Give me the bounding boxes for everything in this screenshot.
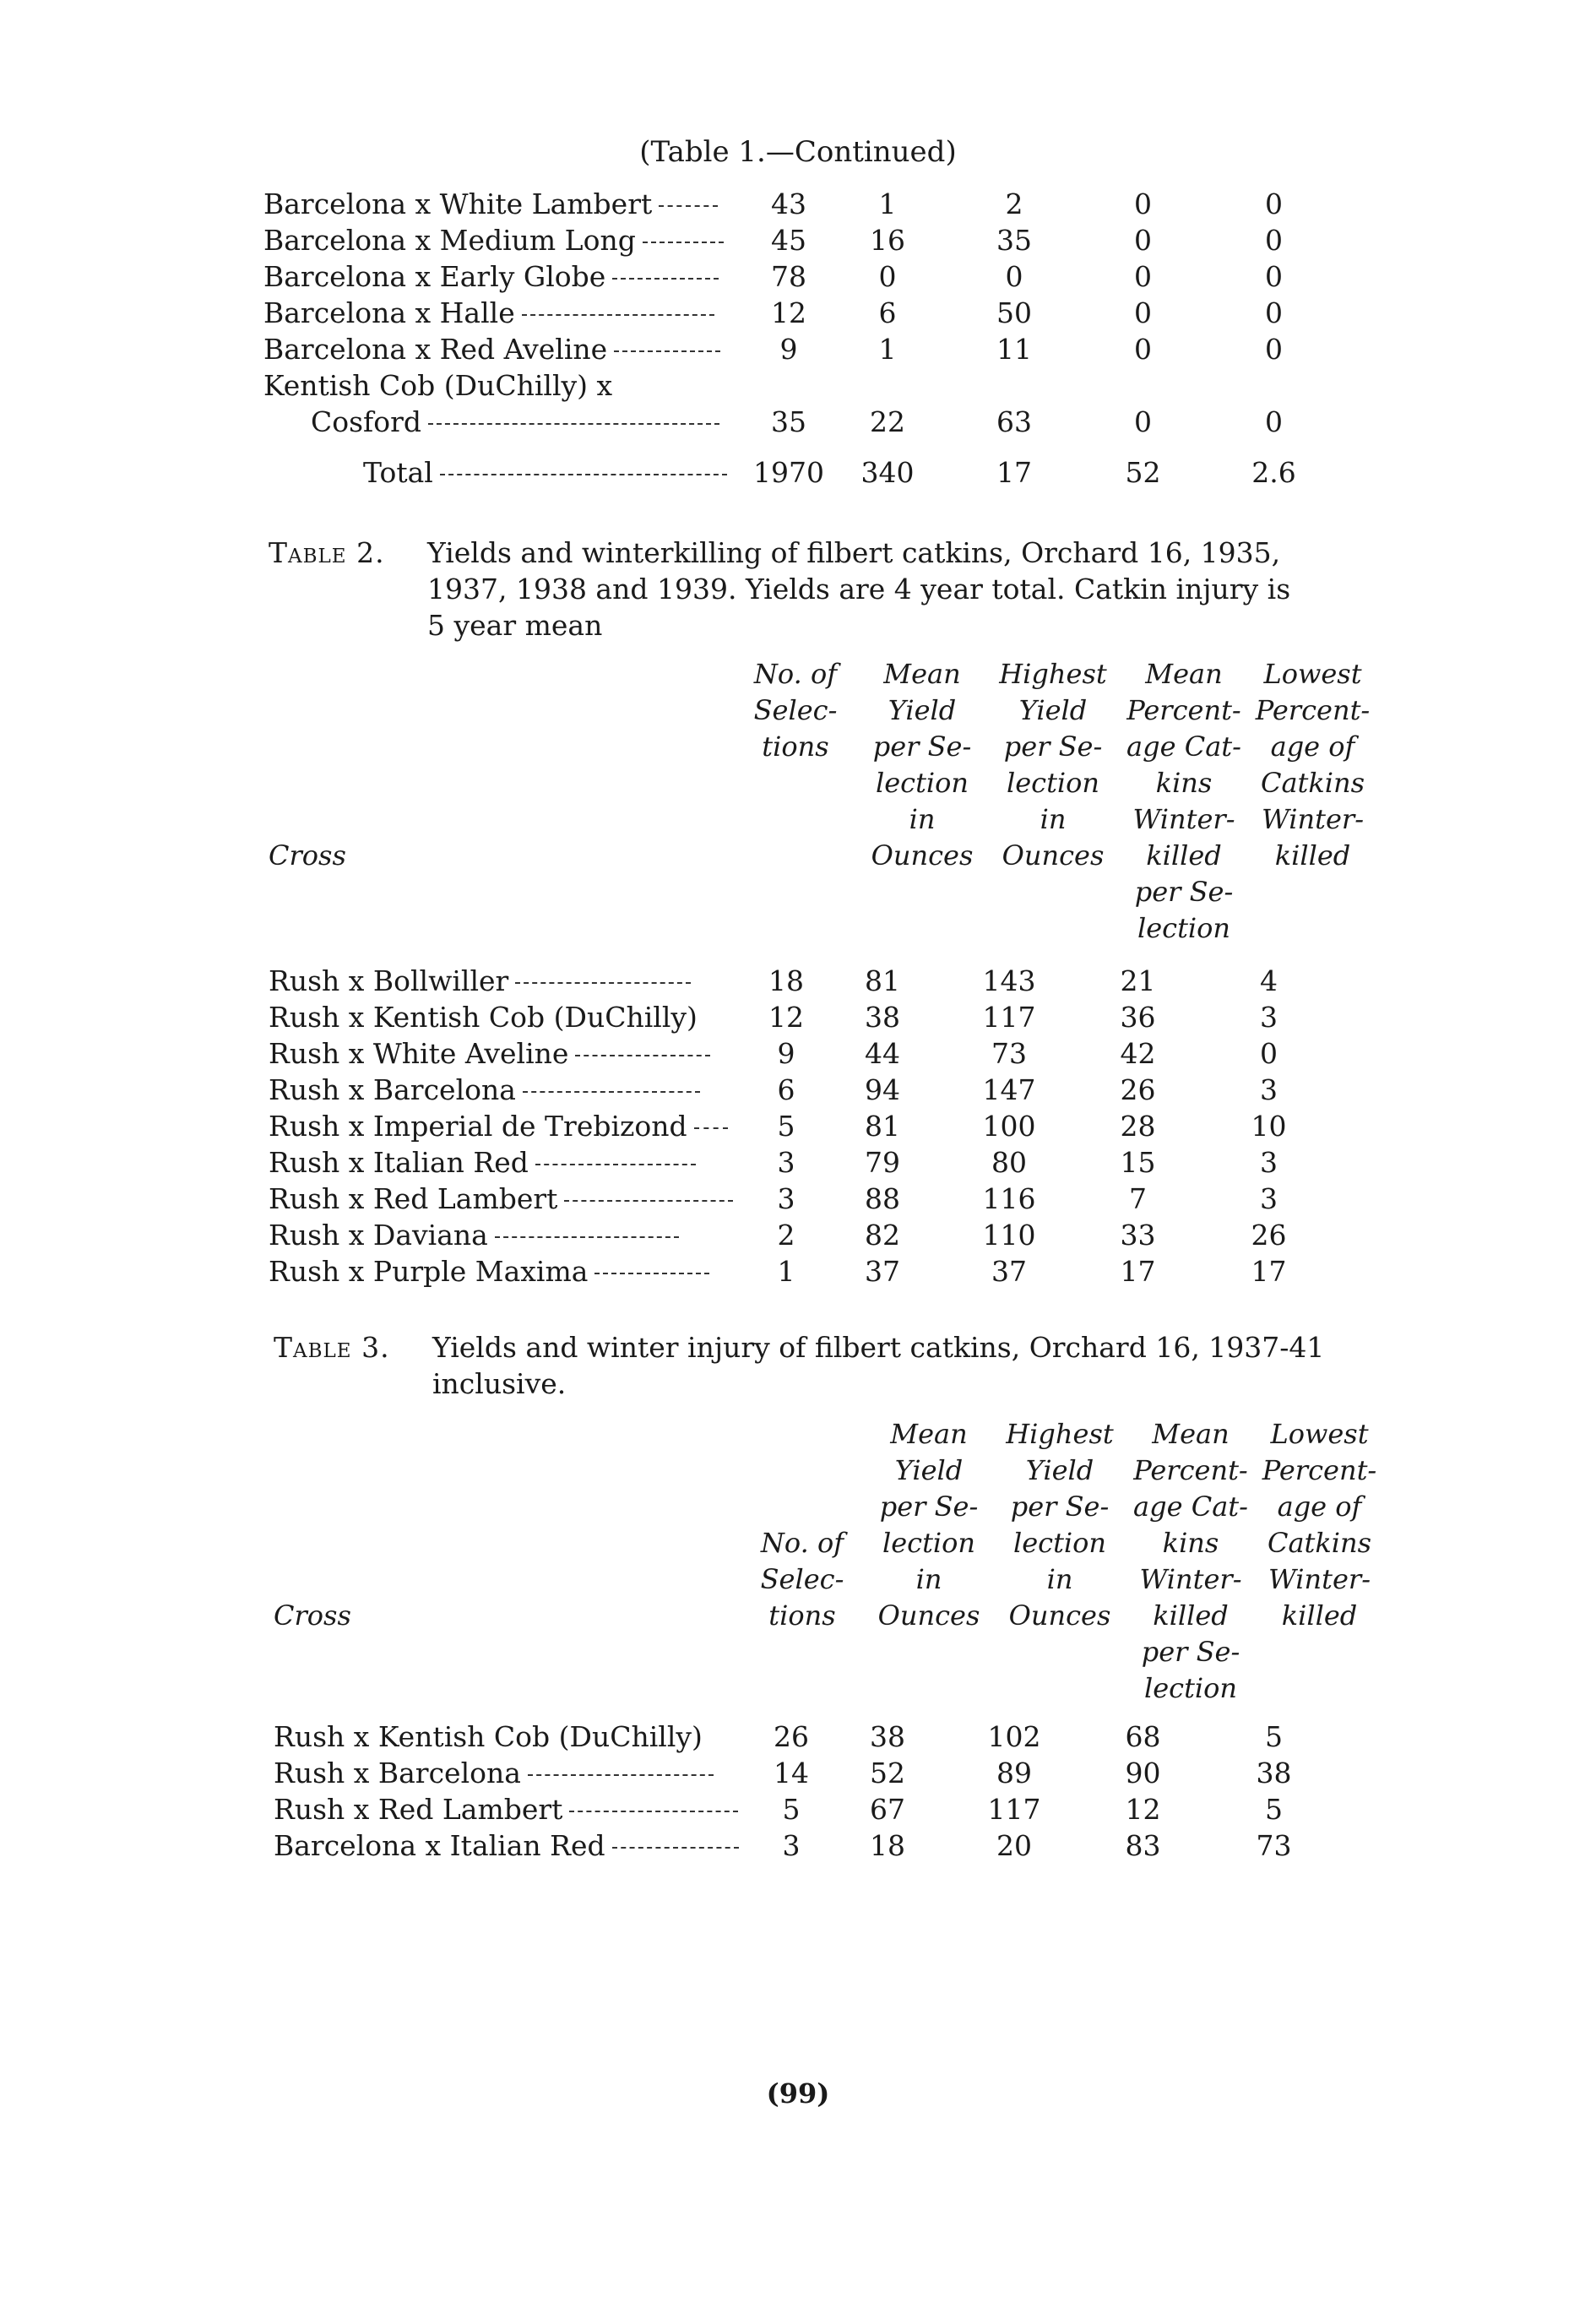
value-cell: 116 — [982, 1182, 1036, 1215]
cross-cell — [274, 1826, 758, 1862]
dot-leader — [440, 474, 727, 475]
dot-leader — [428, 423, 719, 425]
value-cell: 28 — [1120, 1110, 1156, 1143]
value-cell: 100 — [982, 1110, 1036, 1143]
dot-leader — [612, 1847, 739, 1849]
value-cell: 12 — [768, 1001, 804, 1034]
value-cell: 0 — [1260, 1037, 1278, 1070]
value-cell: 52 — [870, 1757, 905, 1789]
value-cell: 17 — [1120, 1255, 1156, 1288]
value-cell: 68 — [1125, 1720, 1161, 1753]
value-cell: 2 — [1005, 187, 1023, 220]
header-line: Ounces — [877, 1599, 980, 1632]
value-cell: 15 — [1120, 1146, 1156, 1179]
value-cell: 5 — [777, 1110, 795, 1143]
value-cell: 88 — [865, 1182, 900, 1215]
header-line: per Se- — [872, 730, 972, 763]
header-line: Percent- — [1126, 694, 1241, 726]
table1 — [263, 184, 1339, 489]
value-cell: 44 — [865, 1037, 900, 1070]
value-cell: 340 — [860, 456, 915, 489]
header-line: lection — [875, 767, 969, 799]
value-cell: 33 — [1120, 1219, 1156, 1252]
value-cell: 73 — [991, 1037, 1027, 1070]
table2-header-mean-yield — [863, 656, 981, 874]
value-cell: 3 — [1260, 1146, 1278, 1179]
header-line: lection — [1143, 1672, 1238, 1704]
value-cell: 83 — [1125, 1829, 1161, 1862]
header-line: Yield — [1018, 694, 1088, 726]
value-cell: 3 — [777, 1182, 795, 1215]
cross-cell — [269, 1252, 753, 1288]
table3-header-lowest-percentage — [1254, 1416, 1385, 1634]
table2-tag: Table 2. — [269, 536, 385, 569]
header-line: lection — [1006, 767, 1100, 799]
header-line: Mean — [883, 658, 961, 690]
value-cell: 2.6 — [1251, 456, 1296, 489]
value-cell: 147 — [982, 1073, 1036, 1106]
header-line: lection — [1137, 912, 1231, 944]
value-cell: 82 — [865, 1219, 900, 1252]
table3-header-highest-yield — [996, 1416, 1123, 1634]
value-cell: 0 — [1264, 405, 1283, 438]
value-cell: 78 — [770, 260, 806, 293]
value-cell: 0 — [1264, 296, 1283, 329]
page-number: (99) — [766, 2077, 830, 2110]
table-row — [263, 184, 1339, 220]
header-line: Selec- — [760, 1563, 844, 1595]
cross-name: Kentish Cob (DuChilly) x — [263, 369, 613, 402]
value-cell: 73 — [1256, 1829, 1292, 1862]
table3-tag: Table 3. — [274, 1331, 390, 1364]
table-row — [263, 366, 1339, 402]
dot-leader — [643, 242, 724, 243]
cross-cell — [269, 1106, 753, 1143]
value-cell: 35 — [996, 224, 1032, 257]
header-line: Ounces — [1002, 839, 1105, 872]
value-cell: 0 — [1133, 296, 1152, 329]
header-line: Catkins — [1267, 1527, 1372, 1559]
table3-caption-line1: Yields and winter injury of filbert catkins, Orchard 16, 1937-41 — [432, 1331, 1325, 1364]
cross-name: Cosford — [311, 405, 422, 438]
table3-caption-line2: inclusive. — [432, 1367, 567, 1400]
value-cell: 0 — [1133, 187, 1152, 220]
dot-leader — [522, 314, 714, 316]
cross-cell — [263, 220, 753, 257]
value-cell: 35 — [770, 405, 806, 438]
table-row — [263, 402, 1339, 438]
table3-header-mean-yield — [870, 1416, 988, 1634]
dot-leader — [594, 1273, 709, 1274]
cross-name: Rush x Daviana — [269, 1219, 488, 1252]
cross-name: Barcelona x Italian Red — [274, 1829, 605, 1862]
value-cell: 6 — [777, 1073, 795, 1106]
cross-cell — [274, 1753, 758, 1789]
value-cell: 0 — [1264, 333, 1283, 366]
value-cell: 17 — [1251, 1255, 1287, 1288]
table-row — [263, 220, 1339, 257]
header-line: per Se- — [1010, 1491, 1110, 1523]
value-cell: 2 — [777, 1219, 795, 1252]
header-line: Winter- — [1139, 1563, 1242, 1595]
cross-cell — [269, 1215, 753, 1252]
header-line: Yield — [1025, 1454, 1094, 1486]
value-cell: 5 — [782, 1793, 801, 1826]
value-cell: 79 — [865, 1146, 900, 1179]
cross-cell — [269, 997, 753, 1034]
header-line: killed — [1153, 1599, 1229, 1632]
header-line: Yield — [888, 694, 957, 726]
value-cell: 50 — [996, 296, 1032, 329]
value-cell: 1 — [878, 187, 897, 220]
header-line: Lowest — [1270, 1418, 1369, 1450]
header-line: killed — [1281, 1599, 1358, 1632]
table-row — [263, 329, 1339, 366]
header-line: in — [1046, 1563, 1073, 1595]
value-cell: 0 — [1133, 405, 1152, 438]
cross-name: Rush x Bollwiller — [269, 964, 509, 997]
dot-leader — [564, 1200, 733, 1202]
cross-cell — [269, 961, 753, 997]
value-cell: 3 — [1260, 1001, 1278, 1034]
value-cell: 37 — [991, 1255, 1027, 1288]
value-cell: 1970 — [753, 456, 824, 489]
value-cell: 43 — [770, 187, 806, 220]
value-cell: 0 — [1264, 224, 1283, 257]
table3-header-mean-percentage — [1123, 1416, 1258, 1707]
value-cell: 5 — [1265, 1720, 1283, 1753]
value-cell: 3 — [782, 1829, 801, 1862]
value-cell: 0 — [1005, 260, 1023, 293]
value-cell: 10 — [1251, 1110, 1287, 1143]
dot-leader — [535, 1164, 696, 1165]
cross-name: Rush x Kentish Cob (DuChilly) — [269, 1001, 698, 1034]
header-line: in — [909, 803, 936, 835]
header-line: Mean — [1152, 1418, 1230, 1450]
header-line: Winter- — [1261, 803, 1365, 835]
dot-leader — [614, 350, 720, 352]
dot-leader — [515, 982, 691, 984]
value-cell: 81 — [865, 1110, 900, 1143]
value-cell: 26 — [1251, 1219, 1287, 1252]
table-row — [269, 1070, 1334, 1106]
cross-name: Barcelona x Red Aveline — [263, 333, 608, 366]
value-cell: 110 — [982, 1219, 1036, 1252]
table-row — [274, 1717, 1339, 1753]
total-row — [263, 438, 1339, 489]
table-row — [274, 1789, 1339, 1826]
table-row — [274, 1753, 1339, 1789]
header-line: in — [915, 1563, 942, 1595]
table-row — [274, 1826, 1339, 1862]
dot-leader — [612, 278, 719, 280]
cross-cell — [263, 402, 753, 438]
header-line: age of — [1270, 730, 1355, 763]
cross-name: Rush x Barcelona — [269, 1073, 516, 1106]
value-cell: 26 — [1120, 1073, 1156, 1106]
table2-caption-line1: Yields and winterkilling of filbert catkins, Orchard 16, 1935, — [427, 536, 1281, 569]
value-cell: 42 — [1120, 1037, 1156, 1070]
cross-name: Rush x Red Lambert — [269, 1182, 558, 1215]
header-line: Selec- — [753, 694, 838, 726]
cross-cell — [274, 1789, 758, 1826]
value-cell: 143 — [982, 964, 1036, 997]
header-line: killed — [1274, 839, 1351, 872]
header-line: Percent- — [1255, 694, 1371, 726]
cross-cell — [263, 329, 753, 366]
header-line: No. of — [760, 1527, 844, 1559]
cross-cell — [269, 1143, 753, 1179]
value-cell: 117 — [982, 1001, 1036, 1034]
cross-name: Rush x White Aveline — [269, 1037, 569, 1070]
header-line: Highest — [999, 658, 1107, 690]
value-cell: 11 — [996, 333, 1032, 366]
table2-caption-line2: 1937, 1938 and 1939. Yields are 4 year total. Catkin injury is — [427, 573, 1291, 605]
header-line: Mean — [890, 1418, 968, 1450]
value-cell: 0 — [1133, 260, 1152, 293]
table2-caption — [269, 535, 1383, 643]
header-line: per Se- — [1003, 730, 1103, 763]
dot-leader — [528, 1774, 714, 1776]
header-line: per Se- — [879, 1491, 979, 1523]
value-cell: 18 — [870, 1829, 905, 1862]
cross-name: Rush x Imperial de Trebizond — [269, 1110, 687, 1143]
table3-header-selections — [743, 1525, 861, 1634]
cross-name: Rush x Red Lambert — [274, 1793, 563, 1826]
value-cell: 12 — [1125, 1793, 1161, 1826]
value-cell: 80 — [991, 1146, 1027, 1179]
header-line: Ounces — [1008, 1599, 1111, 1632]
value-cell: 38 — [865, 1001, 900, 1034]
cross-name: Rush x Italian Red — [269, 1146, 529, 1179]
value-cell: 9 — [777, 1037, 795, 1070]
header-line: Catkins — [1260, 767, 1365, 799]
value-cell: 67 — [870, 1793, 905, 1826]
cross-cell — [269, 1179, 753, 1215]
cross-name: Rush x Purple Maxima — [269, 1255, 589, 1288]
value-cell: 38 — [1256, 1757, 1292, 1789]
table-row — [269, 1252, 1334, 1288]
value-cell: 38 — [870, 1720, 905, 1753]
value-cell: 3 — [777, 1146, 795, 1179]
header-line: kins — [1155, 767, 1213, 799]
table2-header-cross: Cross — [269, 839, 346, 872]
header-line: Mean — [1145, 658, 1223, 690]
header-line: killed — [1146, 839, 1222, 872]
value-cell: 3 — [1260, 1073, 1278, 1106]
header-line: per Se- — [1134, 876, 1234, 908]
value-cell: 9 — [779, 333, 798, 366]
value-cell: 12 — [770, 296, 806, 329]
table3-caption — [274, 1329, 1388, 1402]
value-cell: 7 — [1129, 1182, 1147, 1215]
value-cell: 0 — [1133, 224, 1152, 257]
cross-name: Barcelona x Medium Long — [263, 224, 636, 257]
table-row — [269, 1179, 1334, 1215]
table2-header-lowest-percentage — [1247, 656, 1378, 874]
value-cell: 1 — [777, 1255, 795, 1288]
value-cell: 4 — [1260, 964, 1278, 997]
cross-cell — [274, 1717, 758, 1753]
table-row — [263, 257, 1339, 293]
table-row — [263, 293, 1339, 329]
cross-name: Barcelona x Early Globe — [263, 260, 606, 293]
cross-name: Rush x Kentish Cob (DuChilly) — [274, 1720, 703, 1753]
header-line: in — [1040, 803, 1067, 835]
value-cell: 0 — [1264, 187, 1283, 220]
value-cell: 14 — [774, 1757, 809, 1789]
header-line: No. of — [753, 658, 838, 690]
value-cell: 52 — [1125, 456, 1161, 489]
value-cell: 21 — [1120, 964, 1156, 997]
header-line: age Cat- — [1126, 730, 1241, 763]
dot-leader — [659, 205, 718, 207]
cross-cell — [263, 184, 753, 220]
value-cell: 45 — [770, 224, 806, 257]
value-cell: 6 — [878, 296, 897, 329]
header-line: lection — [882, 1527, 976, 1559]
cross-cell — [269, 1034, 753, 1070]
value-cell: 22 — [869, 405, 905, 438]
value-cell: 81 — [865, 964, 900, 997]
cross-cell — [263, 257, 753, 293]
value-cell: 5 — [1265, 1793, 1283, 1826]
header-line: Lowest — [1263, 658, 1362, 690]
header-line: Percent- — [1262, 1454, 1377, 1486]
header-line: tions — [768, 1599, 836, 1632]
value-cell: 16 — [869, 224, 905, 257]
header-line: age Cat- — [1133, 1491, 1248, 1523]
table2-header-highest-yield — [990, 656, 1116, 874]
value-cell: 18 — [768, 964, 804, 997]
table-row — [269, 1034, 1334, 1070]
table-row — [269, 1215, 1334, 1252]
value-cell: 89 — [996, 1757, 1032, 1789]
header-line: tions — [762, 730, 829, 763]
value-cell: 37 — [865, 1255, 900, 1288]
header-line: Ounces — [871, 839, 974, 872]
table-row — [269, 997, 1334, 1034]
total-label: Total — [363, 456, 433, 489]
value-cell: 0 — [878, 260, 897, 293]
table-row — [269, 961, 1334, 997]
table-row — [269, 1143, 1334, 1179]
dot-leader — [523, 1091, 700, 1093]
value-cell: 3 — [1260, 1182, 1278, 1215]
header-line: lection — [1012, 1527, 1107, 1559]
value-cell: 117 — [987, 1793, 1041, 1826]
value-cell: 0 — [1133, 333, 1152, 366]
cross-name: Barcelona x Halle — [263, 296, 515, 329]
cross-cell — [263, 293, 753, 329]
value-cell: 26 — [774, 1720, 809, 1753]
value-cell: 90 — [1125, 1757, 1161, 1789]
header-line: Percent- — [1133, 1454, 1248, 1486]
value-cell: 20 — [996, 1829, 1032, 1862]
table3 — [274, 1717, 1339, 1862]
table2-header-selections — [736, 656, 855, 765]
header-line: per Se- — [1141, 1636, 1240, 1668]
table-row — [269, 1106, 1334, 1143]
value-cell: 1 — [878, 333, 897, 366]
cross-cell — [263, 438, 753, 489]
dot-leader — [694, 1127, 728, 1129]
continued-heading: (Table 1.—Continued) — [639, 135, 957, 169]
dot-leader — [495, 1236, 679, 1238]
table2-header-mean-percentage — [1116, 656, 1251, 947]
value-cell: 17 — [996, 456, 1032, 489]
header-line: Highest — [1006, 1418, 1114, 1450]
table2-caption-line3: 5 year mean — [427, 609, 603, 642]
dot-leader — [575, 1055, 710, 1056]
value-cell: 36 — [1120, 1001, 1156, 1034]
dot-leader — [569, 1811, 738, 1812]
cross-cell — [269, 1070, 753, 1106]
header-line: kins — [1162, 1527, 1219, 1559]
table3-header-cross: Cross — [274, 1599, 351, 1632]
value-cell: 102 — [987, 1720, 1041, 1753]
header-line: age of — [1277, 1491, 1362, 1523]
value-cell: 94 — [865, 1073, 900, 1106]
value-cell: 63 — [996, 405, 1032, 438]
cross-name: Barcelona x White Lambert — [263, 187, 653, 220]
table2 — [269, 961, 1334, 1288]
header-line: Winter- — [1268, 1563, 1371, 1595]
value-cell: 0 — [1264, 260, 1283, 293]
header-line: Winter- — [1132, 803, 1235, 835]
cross-name: Rush x Barcelona — [274, 1757, 521, 1789]
header-line: Yield — [894, 1454, 964, 1486]
